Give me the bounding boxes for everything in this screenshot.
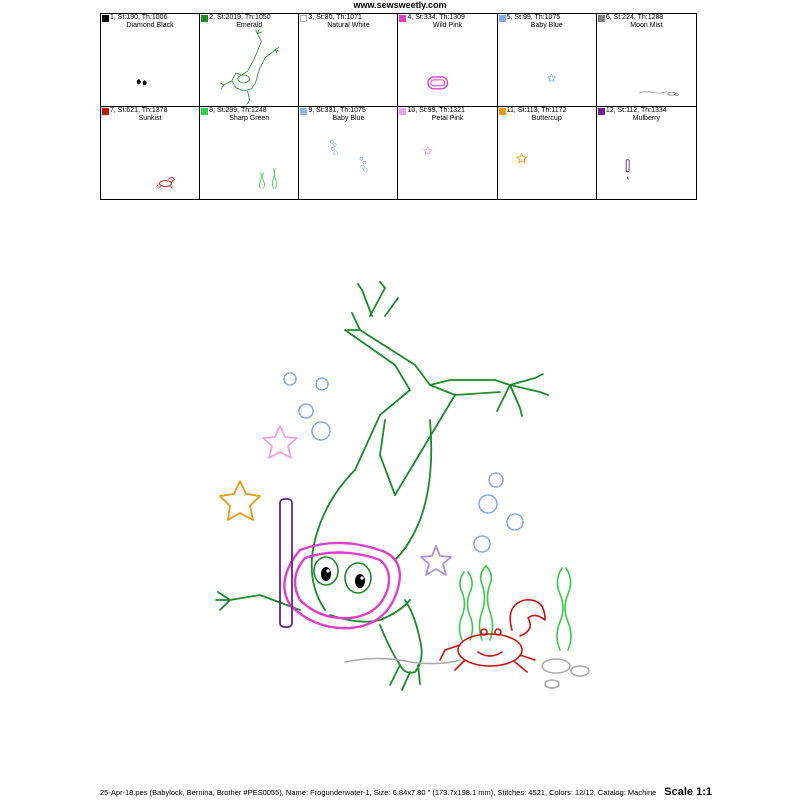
- thread-name-7: Sunkist: [138, 114, 162, 122]
- thread-name-1: Diamond Black: [126, 22, 174, 29]
- design-info-footer: 25-Apr-18.pes (Babylock, Bernina, Brother #PES0055), Name: Frogunderwater-1, Size: 6.84x7.80 " (173.7x198.1 mm), Stitches: 4521, Colors: 12/12, Catalog: Machine: [100, 788, 657, 797]
- thread-info-2: 2, St:2019, Th:1050: [209, 14, 271, 21]
- thread-preview-8: [200, 107, 298, 200]
- orange-star: [220, 481, 260, 520]
- thread-preview-5: [498, 14, 596, 106]
- thread-info-9: 9, St:331, Th:1075: [308, 106, 366, 114]
- thread-preview-7: [101, 107, 199, 200]
- frog-eyes: [314, 557, 371, 593]
- pink-star: [263, 426, 297, 458]
- thread-name-10: Petal Pink: [431, 114, 464, 122]
- thread-name-4: Wild Pink: [432, 22, 463, 29]
- thread-name-6: Moon Mist: [630, 22, 663, 29]
- thread-info-10: 10, St:99, Th:1321: [407, 106, 465, 114]
- thread-cell-10: [398, 107, 497, 200]
- thread-cell-2: [200, 14, 299, 107]
- thread-cell-3: [299, 14, 398, 107]
- thread-swatch-3: [300, 15, 307, 22]
- thread-color-grid: [100, 13, 697, 200]
- thread-name-3: Natural White: [327, 22, 370, 29]
- thread-preview-2: [200, 14, 298, 106]
- thread-preview-9: [299, 107, 397, 200]
- thread-preview-4: [398, 14, 496, 106]
- thread-info-4: 4, St:334, Th:1309: [407, 14, 465, 21]
- thread-preview-6: [597, 14, 696, 106]
- thread-preview-11: [498, 107, 596, 200]
- thread-info-6: 6, St:224, Th:1288: [605, 14, 664, 21]
- scale-label: Scale 1:1: [664, 786, 712, 798]
- thread-name-12: Mulberry: [632, 114, 661, 122]
- thread-info-12: 12, St:112, Th:1334: [605, 106, 667, 114]
- thread-preview-1: [101, 14, 199, 106]
- snorkel-mask: [284, 543, 399, 628]
- thread-info-8: 8, St:299, Th:1248: [209, 106, 267, 114]
- thread-cell-4: [398, 14, 497, 107]
- seaweed: [460, 566, 572, 650]
- thread-info-1: 1, St:190, Th:1006: [110, 14, 168, 21]
- thread-preview-12: [597, 107, 696, 200]
- thread-info-5: 5, St:99, Th:1075: [506, 14, 561, 21]
- thread-cell-8: [200, 107, 299, 200]
- thread-name-11: Buttercup: [531, 114, 562, 122]
- thread-name-2: Emerald: [236, 22, 263, 29]
- thread-name-9: Baby Blue: [332, 114, 365, 122]
- thread-name-8: Sharp Green: [229, 114, 270, 122]
- thread-info-11: 11, St:113, Th:1172: [506, 106, 567, 114]
- thread-info-7: 7, St:621, Th:1378: [110, 106, 168, 114]
- embroidery-design-preview: [0, 200, 800, 785]
- site-title: www.sewsweetly.com: [353, 0, 447, 10]
- thread-cell-6: [597, 14, 696, 107]
- thread-cell-5: [498, 14, 597, 107]
- thread-name-5: Baby Blue: [530, 22, 563, 29]
- thread-preview-10: [398, 107, 496, 200]
- thread-cell-9: [299, 107, 398, 200]
- thread-cell-11: [498, 107, 597, 200]
- rocks: [345, 659, 589, 689]
- thread-cell-7: [101, 107, 200, 200]
- thread-cell-1: [101, 14, 200, 107]
- purple-star: [421, 546, 451, 575]
- thread-cell-12: [597, 107, 696, 200]
- thread-info-3: 3, St:80, Th:1071: [308, 14, 362, 21]
